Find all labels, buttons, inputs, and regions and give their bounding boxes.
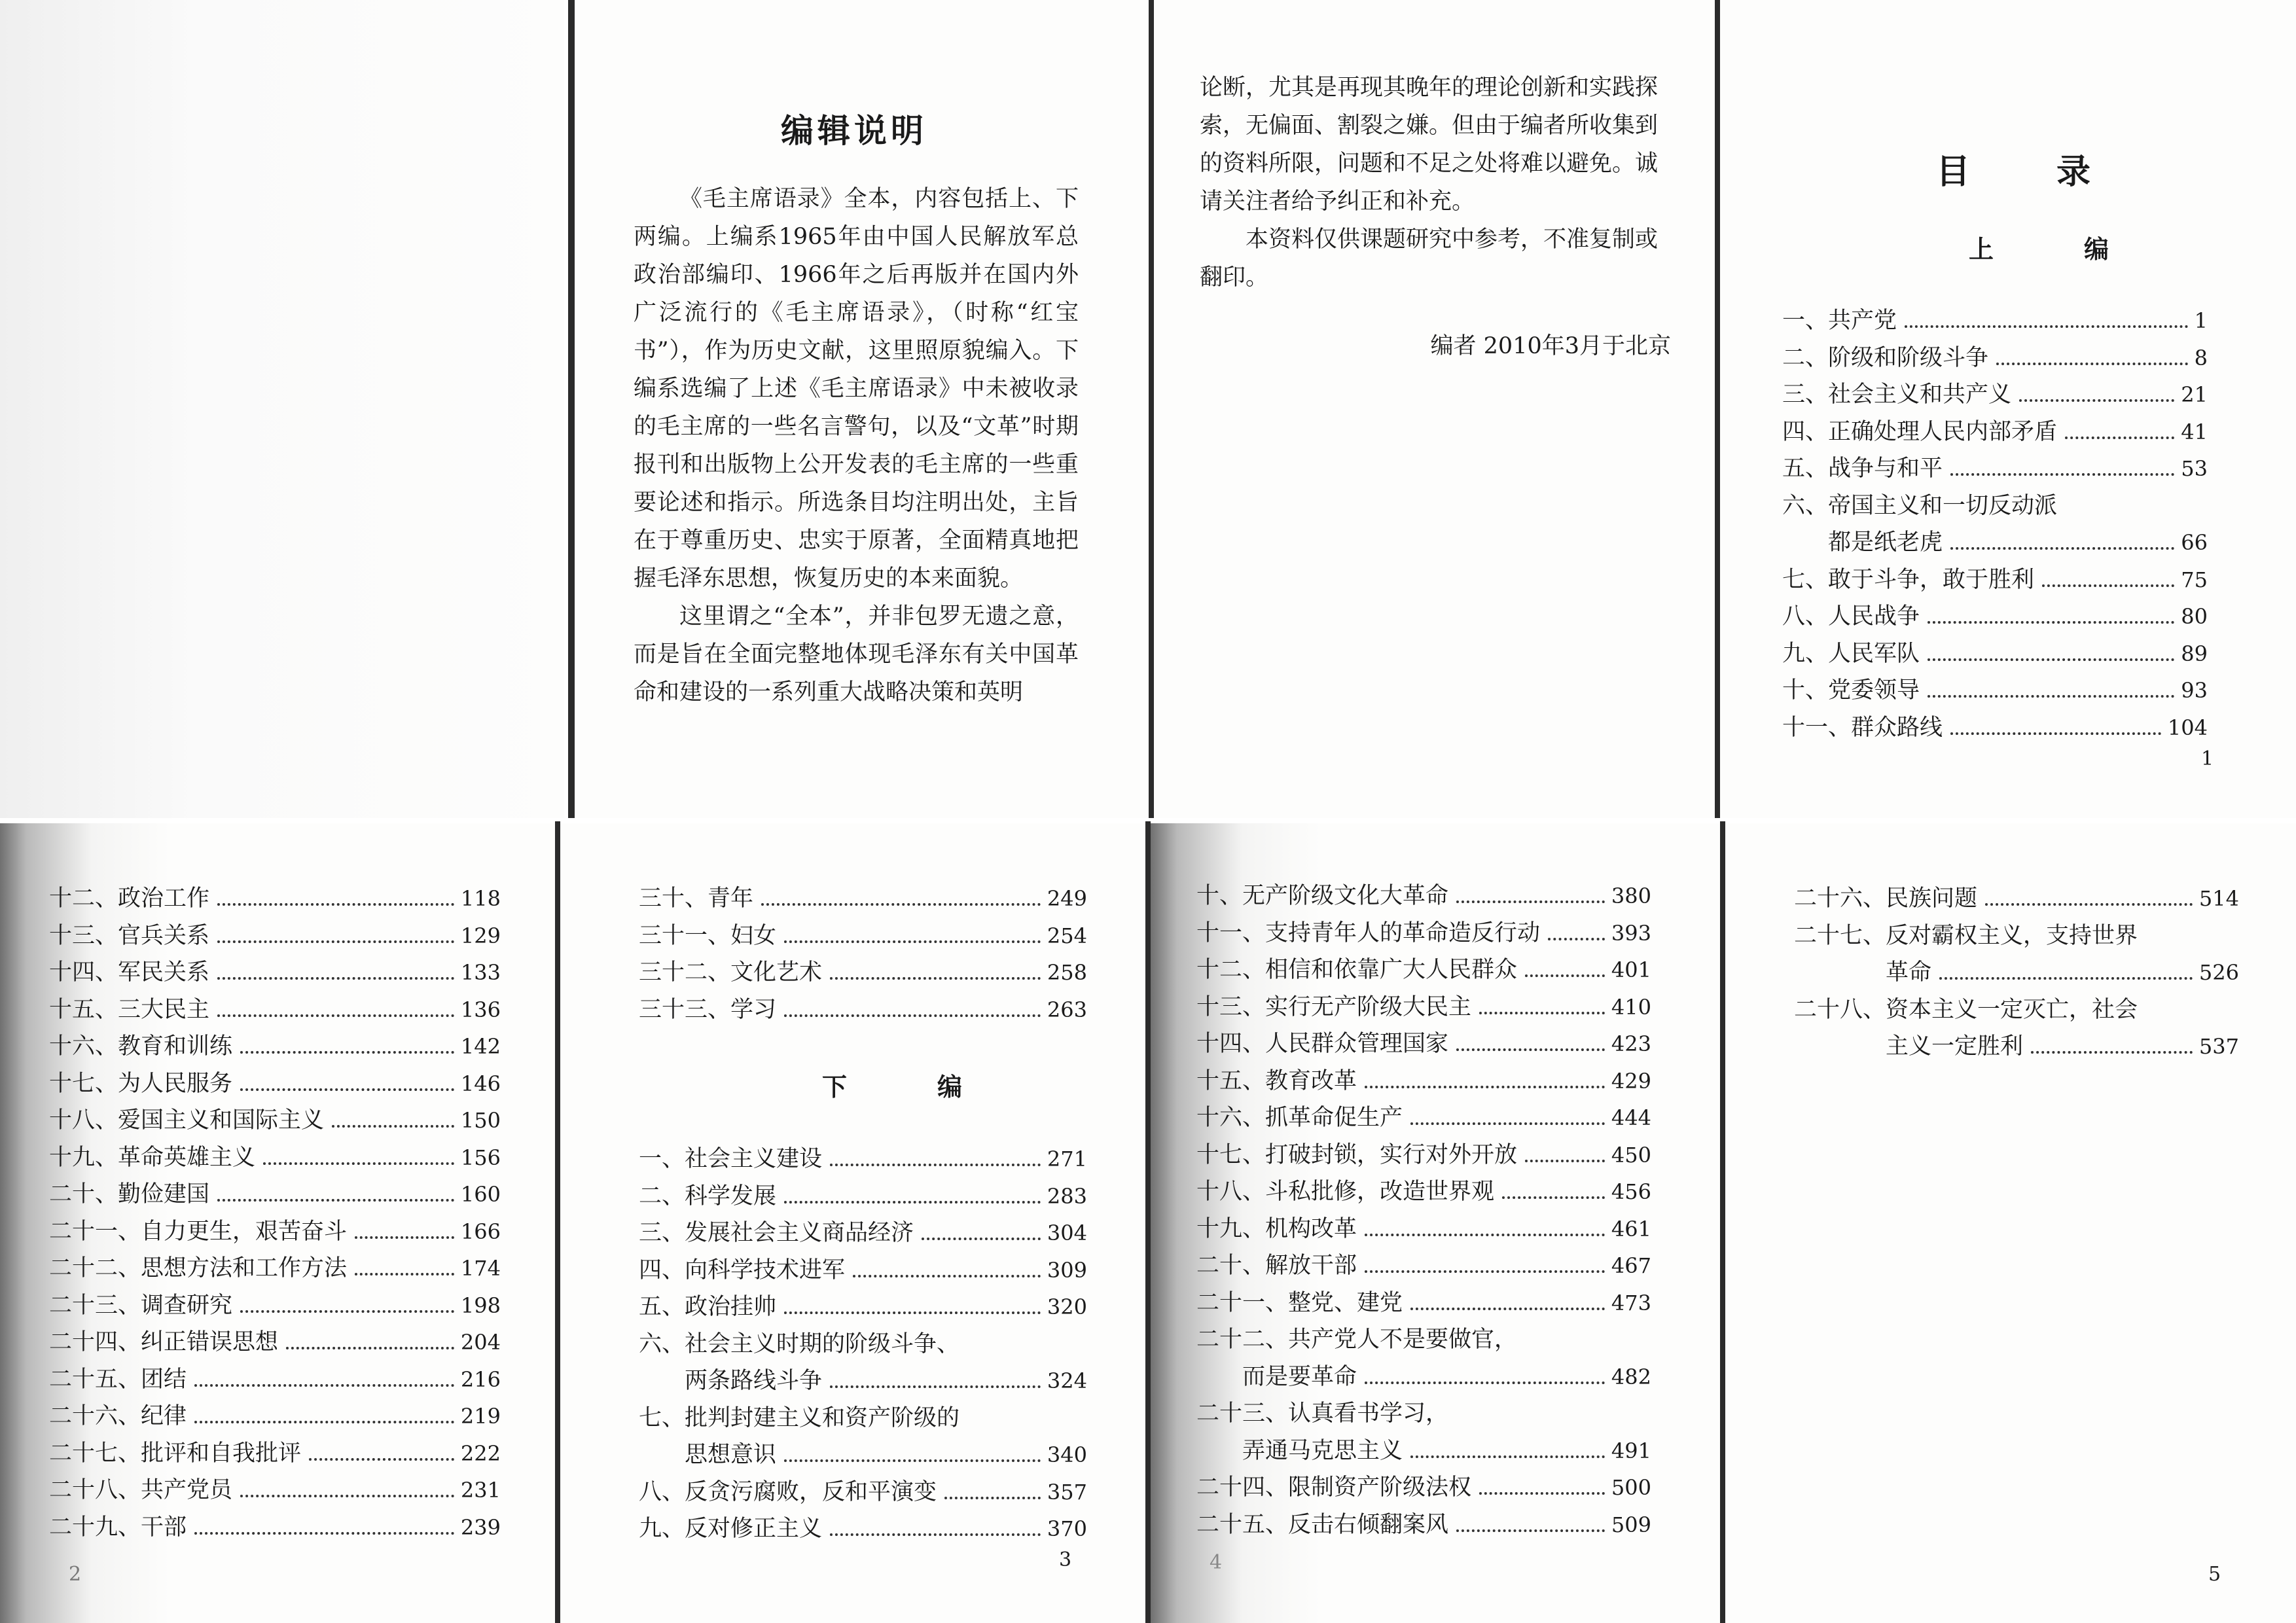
toc-entry[interactable]: 二、阶级和阶级斗争 8 [1782, 344, 2208, 371]
toc-list-part1 [1782, 302, 2208, 746]
preface-paragraph: 本资料仅供课题研究中参考，不准复制或翻印。 [1200, 226, 1659, 291]
toc-page-1 [1720, 0, 2296, 818]
toc-entry[interactable]: 十八、斗私批修，改造世界观 456 [1196, 1179, 1651, 1205]
toc-entry-continuation[interactable]: 思想意识 340 [685, 1442, 1087, 1468]
page-number: 4 [1210, 1551, 1223, 1574]
toc-entry-continuation[interactable]: 革命 526 [1886, 959, 2239, 986]
toc-entry[interactable]: 二十五、反击右倾翻案风 509 [1196, 1511, 1651, 1538]
toc-list [639, 880, 1087, 1028]
toc-entry[interactable]: 十六、教育和训练 142 [49, 1033, 501, 1060]
book-gutter [555, 821, 560, 1623]
toc-entry[interactable]: 八、人民战争 80 [1782, 603, 2208, 630]
toc-entry[interactable]: 二十四、纠正错误思想 204 [49, 1329, 501, 1355]
toc-entry[interactable]: 三十二、文化艺术 258 [639, 959, 1087, 986]
toc-entry[interactable]: 二、科学发展 283 [639, 1183, 1087, 1209]
toc-entry[interactable]: 二十八、共产党员 231 [49, 1477, 501, 1503]
toc-entry[interactable]: 八、反贪污腐败，反和平演变 357 [639, 1478, 1087, 1505]
toc-entry[interactable]: 九、反对修正主义 370 [639, 1516, 1087, 1542]
toc-entry[interactable]: 十八、爱国主义和国际主义 150 [49, 1107, 501, 1133]
toc-entry-continuation[interactable]: 两条路线斗争 324 [685, 1368, 1087, 1394]
toc-entry[interactable]: 二十、解放干部 467 [1196, 1253, 1651, 1279]
toc-entry[interactable]: 二十一、自力更生，艰苦奋斗 166 [49, 1218, 501, 1245]
toc-entry[interactable]: 十七、打破封锁，实行对外开放 450 [1196, 1141, 1651, 1168]
book-gutter [1145, 821, 1151, 1623]
toc-entry[interactable]: 十五、三大民主 136 [49, 996, 501, 1023]
toc-entry[interactable]: 二十五、团结 216 [49, 1366, 501, 1393]
toc-entry[interactable]: 二十六、纪律 219 [49, 1403, 501, 1429]
toc-entry[interactable]: 二十三、调查研究 198 [49, 1292, 501, 1319]
toc-entry-continuation[interactable]: 都是纸老虎 66 [1828, 529, 2208, 556]
toc-entry[interactable]: 十四、军民关系 133 [49, 959, 501, 986]
toc-entry-continuation[interactable]: 而是要革命 482 [1242, 1363, 1651, 1390]
toc-entry[interactable]: 二十八、资本主义一定灭亡，社会 [1794, 996, 2138, 1023]
toc-entry[interactable]: 二十七、批评和自我批评 222 [49, 1440, 501, 1467]
toc-entry[interactable]: 六、帝国主义和一切反动派 [1782, 492, 2058, 519]
toc-entry[interactable]: 十二、相信和依靠广大人民群众 401 [1196, 957, 1651, 983]
toc-entry[interactable]: 十四、人民群众管理国家 423 [1196, 1031, 1651, 1057]
toc-entry[interactable]: 三十、青年 249 [639, 885, 1087, 912]
toc-entry[interactable]: 十六、抓革命促生产 444 [1196, 1105, 1651, 1131]
toc-entry[interactable]: 十、无产阶级文化大革命 380 [1196, 883, 1651, 909]
toc-entry[interactable]: 一、共产党 1 [1782, 308, 2208, 334]
blank-page [0, 0, 564, 818]
book-gutter [568, 0, 575, 818]
page-number: 3 [1059, 1548, 1072, 1571]
toc-page-4 [1151, 823, 1720, 1623]
toc-entry[interactable]: 十九、机构改革 461 [1196, 1215, 1651, 1242]
toc-list [49, 880, 501, 1546]
preface-page-left [575, 0, 1149, 818]
toc-title: 目 录 [1936, 152, 2117, 192]
toc-list [1794, 880, 2239, 1065]
toc-entry[interactable]: 五、政治挂帅 320 [639, 1294, 1087, 1320]
book-gutter [1715, 0, 1720, 818]
preface-paragraph: 《毛主席语录》全本，内容包括上、下两编。上编系1965年由中国人民解放军总政治部编印、1966年之后再版并在国内外广泛流行的《毛主席语录》，（时称“红宝书”），作为历史文献，这里照原貌编入。下编系选编了上述《毛主席语录》中未被收录的毛主席的一些名言警句，以及“文革”时期报刊和出版物上公开发表的毛主席的一些重要论述和指示。所选条目均注明出处，主旨在于尊重历史、忠实于原著，全面精真地把握毛泽东思想，恢复历史的本来面貌。 [634, 186, 1079, 592]
preface-body [634, 180, 1079, 711]
toc-entry[interactable]: 二十九、干部 239 [49, 1514, 501, 1541]
toc-part1-heading: 上 编 [1969, 235, 2142, 264]
toc-entry[interactable]: 二十二、思想方法和工作方法 174 [49, 1255, 501, 1281]
preface-page-right [1154, 0, 1715, 818]
preface-title: 编辑说明 [781, 112, 927, 150]
toc-entry[interactable]: 十七、为人民服务 146 [49, 1070, 501, 1097]
toc-entry[interactable]: 十五、教育改革 429 [1196, 1067, 1651, 1094]
preface-body-continued [1200, 69, 1658, 296]
toc-entry[interactable]: 十二、政治工作 118 [49, 885, 501, 912]
toc-entry[interactable]: 二十一、整党、建党 473 [1196, 1289, 1651, 1316]
toc-entry[interactable]: 二十三、认真看书学习， [1196, 1400, 1449, 1427]
toc-entry[interactable]: 十一、群众路线 104 [1782, 714, 2208, 741]
page-number: 1 [2201, 747, 2214, 770]
toc-entry[interactable]: 三、社会主义和共产义 21 [1782, 382, 2208, 408]
toc-entry[interactable]: 五、战争与和平 53 [1782, 455, 2208, 482]
book-gutter [1720, 821, 1725, 1623]
toc-entry[interactable]: 三十三、学习 263 [639, 996, 1087, 1023]
page-number: 5 [2208, 1563, 2221, 1586]
toc-page-2 [0, 823, 555, 1623]
toc-page-3 [560, 823, 1145, 1623]
toc-entry[interactable]: 二十七、反对霸权主义，支持世界 [1794, 922, 2138, 949]
toc-entry[interactable]: 十三、官兵关系 129 [49, 922, 501, 949]
toc-entry-continuation[interactable]: 弄通马克思主义 491 [1242, 1437, 1651, 1464]
toc-entry[interactable]: 十九、革命英雄主义 156 [49, 1144, 501, 1171]
toc-list-part2 [639, 1141, 1087, 1548]
toc-entry[interactable]: 四、正确处理人民内部矛盾 41 [1782, 418, 2208, 445]
toc-entry[interactable]: 二十二、共产党人不是要做官， [1196, 1327, 1518, 1353]
toc-entry[interactable]: 二十四、限制资产阶级法权 500 [1196, 1474, 1651, 1501]
toc-entry[interactable]: 十、党委领导 93 [1782, 677, 2208, 704]
toc-page-5 [1725, 823, 2296, 1623]
toc-part2-heading: 下 编 [822, 1073, 996, 1101]
toc-entry[interactable]: 二十六、民族问题 514 [1794, 885, 2239, 912]
toc-entry[interactable]: 三、发展社会主义商品经济 304 [639, 1220, 1087, 1246]
toc-entry[interactable]: 九、人民军队 89 [1782, 640, 2208, 667]
preface-signature: 编者 2010年3月于北京 [1430, 333, 1671, 359]
toc-entry[interactable]: 十三、实行无产阶级大民主 410 [1196, 993, 1651, 1020]
book-gutter [1149, 0, 1154, 818]
toc-list [1196, 878, 1651, 1543]
toc-entry[interactable]: 四、向科学技术进军 309 [639, 1257, 1087, 1283]
toc-entry[interactable]: 七、批判封建主义和资产阶级的 [639, 1404, 960, 1431]
toc-entry[interactable]: 一、社会主义建设 271 [639, 1146, 1087, 1172]
toc-entry[interactable]: 三十一、妇女 254 [639, 922, 1087, 949]
toc-entry[interactable]: 十一、支持青年人的革命造反行动 393 [1196, 919, 1651, 946]
toc-entry[interactable]: 七、敢于斗争，敢于胜利 75 [1782, 566, 2208, 593]
preface-paragraph: 这里谓之“全本”，并非包罗无遗之意，而是旨在全面完整地体现毛泽东有关中国革命和建设的一系列重大战略决策和英明 [634, 603, 1079, 705]
toc-entry[interactable]: 二十、勤俭建国 160 [49, 1181, 501, 1207]
toc-entry[interactable]: 六、社会主义时期的阶级斗争、 [639, 1330, 960, 1357]
page-number: 2 [69, 1563, 82, 1586]
toc-entry-continuation[interactable]: 主义一定胜利 537 [1886, 1033, 2239, 1060]
preface-paragraph: 论断，尤其是再现其晚年的理论创新和实践探索，无偏面、割裂之嫌。但由于编者所收集到的资料所限，问题和不足之处将难以避免。诚请关注者给予纠正和补充。 [1200, 75, 1659, 215]
